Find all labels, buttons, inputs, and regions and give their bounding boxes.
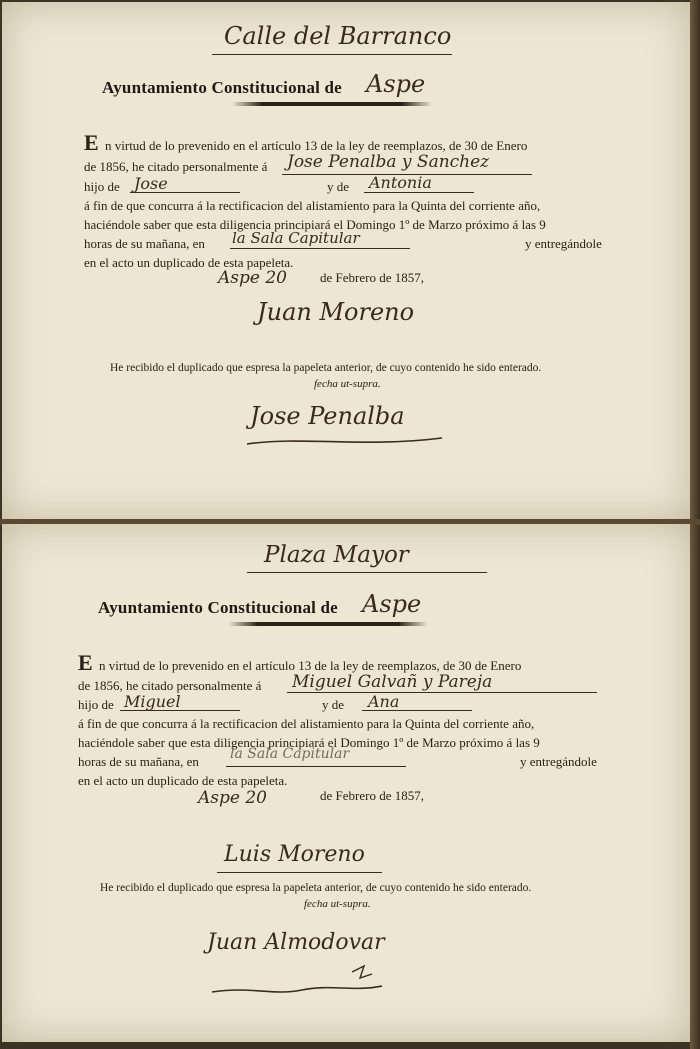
receipt-text: He recibido el duplicado que espresa la papeleta anterior, de cuyo contenido he sido enterado. <box>100 882 532 894</box>
place-name: la Sala Capitular <box>230 746 350 762</box>
place-underline <box>230 248 410 249</box>
father-underline <box>120 710 240 711</box>
recruit-underline <box>287 692 597 693</box>
body-line-7: en el acto un duplicado de esta papeleta. <box>84 255 294 270</box>
town-name: Aspe <box>362 590 422 618</box>
body-line-6: horas de su mañana, en <box>84 236 205 251</box>
mother-underline <box>362 710 472 711</box>
signature-flourish <box>202 962 402 1002</box>
street-underline <box>212 54 452 55</box>
summons-sheet-1 <box>2 2 690 520</box>
date-handwritten: Aspe 20 <box>198 788 267 808</box>
mother-name: Ana <box>368 692 400 711</box>
body-line-6-end: y entregándole <box>525 236 602 251</box>
ornamental-rule <box>232 102 432 106</box>
fecha-ut-supra: fecha ut-supra. <box>314 378 381 390</box>
body-line-6-end: y entregándole <box>520 754 597 769</box>
recruit-name: Jose Penalba y Sanchez <box>287 152 490 172</box>
body-line-1: n virtud de lo prevenido en el artículo 13 de la ley de reemplazos, de 30 de Enero <box>99 658 522 673</box>
official-sig-underline <box>217 872 382 873</box>
drop-initial: E <box>84 130 99 155</box>
father-name: Miguel <box>124 692 181 711</box>
body-line-2: de 1856, he citado personalmente á <box>84 159 268 174</box>
date-handwritten: Aspe 20 <box>218 268 287 288</box>
body-line-4: á fin de que concurra á la rectificacion del alistamiento para la Quinta del corriente año, <box>84 198 541 213</box>
y-de-label: y de <box>322 697 345 712</box>
body-line-2: de 1856, he citado personalmente á <box>78 678 262 693</box>
recipient-signature: Jose Penalba <box>250 402 405 430</box>
hijo-label: hijo de <box>84 179 120 194</box>
date-printed: de Febrero de 1857, <box>320 270 424 285</box>
recipient-signature: Juan Almodovar <box>207 930 385 955</box>
body-line-4: á fin de que concurra á la rectificacion del alistamiento para la Quinta del corriente año, <box>78 716 535 731</box>
body-line-7: en el acto un duplicado de esta papeleta. <box>78 773 288 788</box>
header-title: Ayuntamiento Constitucional de <box>102 78 342 97</box>
ornamental-rule <box>228 622 428 626</box>
father-underline <box>130 192 240 193</box>
signature-flourish <box>242 418 452 454</box>
drop-initial: E <box>78 650 93 675</box>
father-name: Jose <box>134 174 168 193</box>
official-signature: Juan Moreno <box>257 298 415 326</box>
mother-underline <box>364 192 474 193</box>
place-name: la Sala Capitular <box>232 229 360 247</box>
summons-sheet-2 <box>2 524 690 1042</box>
body-line-6: horas de su mañana, en <box>78 754 199 769</box>
street-underline <box>247 572 487 573</box>
street-name: Calle del Barranco <box>224 22 452 50</box>
y-de-label: y de <box>327 179 350 194</box>
hijo-label: hijo de <box>78 697 114 712</box>
town-name: Aspe <box>366 70 426 98</box>
fecha-ut-supra: fecha ut-supra. <box>304 898 371 910</box>
official-signature: Luis Moreno <box>224 842 365 867</box>
receipt-text: He recibido el duplicado que espresa la papeleta anterior, de cuyo contenido he sido enterado. <box>110 362 542 374</box>
header-title: Ayuntamiento Constitucional de <box>98 598 338 617</box>
date-printed: de Febrero de 1857, <box>320 788 424 803</box>
body-line-5: haciéndole saber que esta diligencia principiará el Domingo 1º de Marzo próximo á las 9 <box>78 735 540 750</box>
mother-name: Antonia <box>369 173 432 192</box>
body-line-5: haciéndole saber que esta diligencia principiará el Domingo 1º de Marzo próximo á las 9 <box>84 217 546 232</box>
body-line-1: n virtud de lo prevenido en el artículo 13 de la ley de reemplazos, de 30 de Enero <box>105 138 528 153</box>
place-underline <box>226 766 406 767</box>
recruit-name: Miguel Galvañ y Pareja <box>292 672 493 692</box>
street-name: Plaza Mayor <box>264 542 409 568</box>
